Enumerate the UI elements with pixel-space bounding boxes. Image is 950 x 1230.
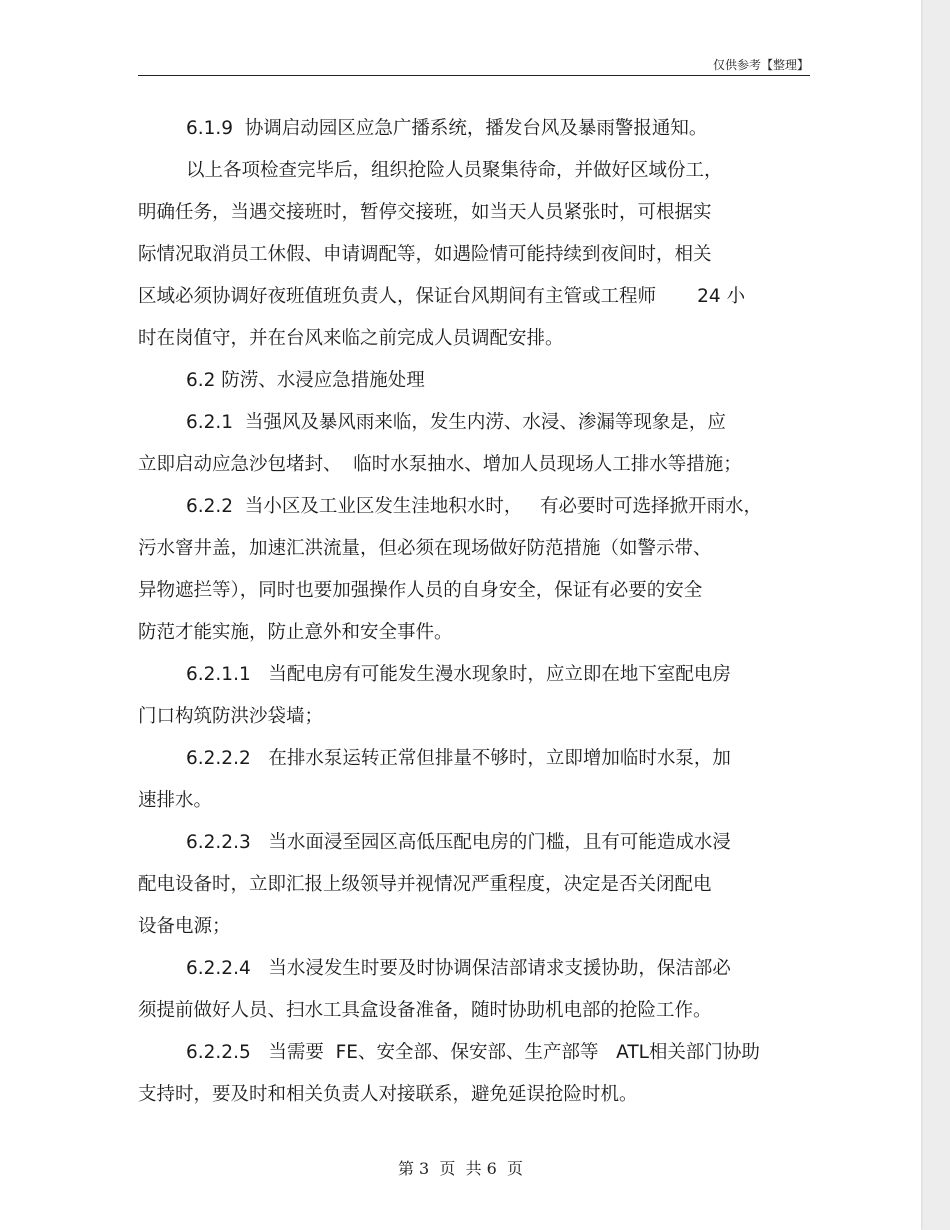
paragraph bbox=[138, 822, 810, 948]
text-line: 以上各项检查完毕后，组织抢险人员聚集待命，并做好区域份工， bbox=[186, 160, 723, 181]
text-line: 6.2.1 当强风及暴风雨来临，发生内涝、水浸、渗漏等现象是，应 bbox=[186, 412, 726, 433]
header-note: 仅供参考【整理】 bbox=[712, 58, 809, 72]
page-number: 第 3 页 共 6 页 bbox=[397, 1159, 524, 1178]
text-line: 污水窨井盖，加速汇洪流量，但必须在现场做好防范措施（如警示带、 bbox=[138, 538, 712, 559]
text-line: 6.2.2.5 当需要 FE、安全部、保安部、生产部等 ATL相关部门协助 bbox=[186, 1042, 760, 1063]
text-line: 6.2.1.1 当配电房有可能发生漫水现象时，应立即在地下室配电房 bbox=[186, 664, 731, 685]
text-line: 配电设备时，立即汇报上级领导并视情况严重程度，决定是否关闭配电 bbox=[138, 874, 712, 895]
text-line: 门口构筑防洪沙袋墙； bbox=[138, 706, 324, 727]
text-line: 须提前做好人员、扫水工具盒设备准备，随时协助机电部的抢险工作。 bbox=[138, 1000, 712, 1021]
paragraph bbox=[138, 738, 810, 822]
text-line: 区域必须协调好夜班值班负责人，保证台风期间有主管或工程师 24 小 bbox=[138, 286, 746, 307]
text-line: 支持时，要及时和相关负责人对接联系，避免延误抢险时机。 bbox=[138, 1084, 638, 1105]
text-line: 明确任务，当遇交接班时，暂停交接班，如当天人员紧张时，可根据实 bbox=[138, 202, 712, 223]
paragraph bbox=[138, 150, 810, 360]
text-line: 6.2.2.4 当水浸发生时要及时协调保洁部请求支援协助，保洁部必 bbox=[186, 958, 731, 979]
text-line: 立即启动应急沙包堵封、 临时水泵抽水、增加人员现场人工排水等措施； bbox=[138, 454, 742, 475]
paragraph bbox=[138, 402, 810, 486]
text-line: 设备电源； bbox=[138, 916, 231, 937]
text-line: 6.2.2.3 当水面浸至园区高低压配电房的门槛，且有可能造成水浸 bbox=[186, 832, 731, 853]
text-line: 6.1.9 协调启动园区应急广播系统，播发台风及暴雨警报通知。 bbox=[186, 118, 708, 139]
header-divider bbox=[138, 75, 810, 76]
text-line: 6.2 防涝、水浸应急措施处理 bbox=[186, 370, 425, 391]
text-line: 速排水。 bbox=[138, 790, 213, 811]
text-line: 时在岗值守，并在台风来临之前完成人员调配安排。 bbox=[138, 328, 564, 349]
paragraph bbox=[138, 1032, 810, 1116]
paragraph bbox=[138, 486, 810, 654]
paragraph bbox=[138, 654, 810, 738]
document-body bbox=[138, 108, 810, 1116]
text-line: 6.2.2.2 在排水泵运转正常但排量不够时，立即增加临时水泵，加 bbox=[186, 748, 731, 769]
paragraph bbox=[138, 948, 810, 1032]
text-line: 防范才能实施，防止意外和安全事件。 bbox=[138, 622, 453, 643]
text-line: 6.2.2 当小区及工业区发生洼地积水时， 有必要时可选择掀开雨水， bbox=[186, 496, 762, 517]
paragraph bbox=[138, 108, 810, 150]
text-line: 际情况取消员工休假、申请调配等，如遇险情可能持续到夜间时，相关 bbox=[138, 244, 712, 265]
paragraph bbox=[138, 360, 810, 402]
text-line: 异物遮拦等），同时也要加强操作人员的自身安全，保证有必要的安全 bbox=[138, 580, 703, 601]
